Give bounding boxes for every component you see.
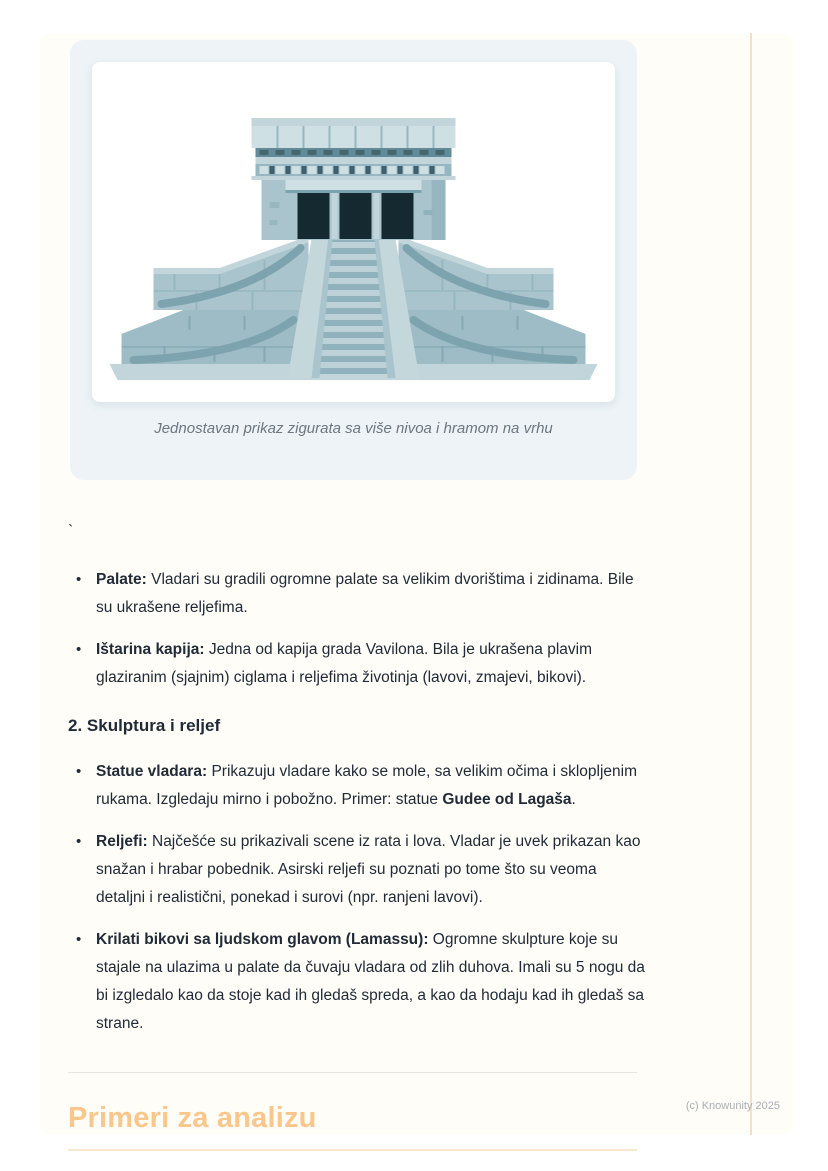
accent-vertical-line (750, 33, 752, 1135)
stray-backtick: ` (68, 523, 74, 540)
list-item-text: Vladari su gradili ogromne palate sa velikim dvorištima i zidinama. Bile su ukrašene reljefima. (96, 571, 634, 616)
section-divider (68, 1072, 637, 1073)
sculpture-list (68, 758, 648, 1038)
list-item-lead: Reljefi: (96, 833, 148, 850)
list-item (68, 828, 648, 912)
list-item (68, 926, 648, 1038)
list-item-text: Ogromne skulpture koje su stajale na ulazima u palate da čuvaju vladara od zlih duhova. Imali su 5 nogu da bi izgledalo kao da stoje kad ih gledaš spreda, a kao da hodaju kad ih gledaš sa strane. (96, 931, 645, 1032)
list-item-lead: Krilati bikovi sa ljudskom glavom (Lamassu): (96, 931, 429, 948)
list-item-text: Prikazuju vladare kako se mole, sa velikim očima i sklopljenim rukama. Izgledaju mirno i pobožno. Primer: statue (96, 763, 637, 808)
list-item (68, 758, 648, 814)
list-item-lead: Palate: (96, 571, 147, 588)
architecture-list (68, 566, 648, 692)
document-body (68, 518, 648, 1151)
figure-card (70, 40, 637, 480)
list-item (68, 636, 648, 692)
list-item-lead-inline: Gudee od Lagaša (442, 791, 572, 808)
copyright-notice: (c) Knowunity 2025 (685, 1100, 780, 1112)
document-content-area (40, 33, 793, 1135)
list-item-text: . (571, 791, 576, 808)
section-heading-primeri: Primeri za analizu (68, 1102, 317, 1134)
list-item (68, 566, 648, 622)
figure-caption: Jednostavan prikaz zigurata sa više nivoa i hramom na vrhu (154, 420, 553, 437)
section-heading-sculpture: 2. Skulptura i reljef (68, 716, 221, 735)
list-item-lead: Statue vladara: (96, 763, 208, 780)
ziggurat-illustration (92, 62, 615, 402)
accent-divider (68, 1149, 637, 1151)
list-item-lead: Ištarina kapija: (96, 641, 205, 658)
list-item-text: Najčešće su prikazivali scene iz rata i lova. Vladar je uvek prikazan kao snažan i hrabar pobednik. Asirski reljefi su poznati po tome što su veoma detaljni i realistični, ponekad i surovi (npr. ranjeni lavovi). (96, 833, 641, 906)
figure-image-frame (92, 62, 615, 402)
list-item-text: Jedna od kapija grada Vavilona. Bila je ukrašena plavim glaziranim (sjajnim) ciglama i reljefima životinja (lavovi, zmajevi, bikovi). (96, 641, 592, 686)
